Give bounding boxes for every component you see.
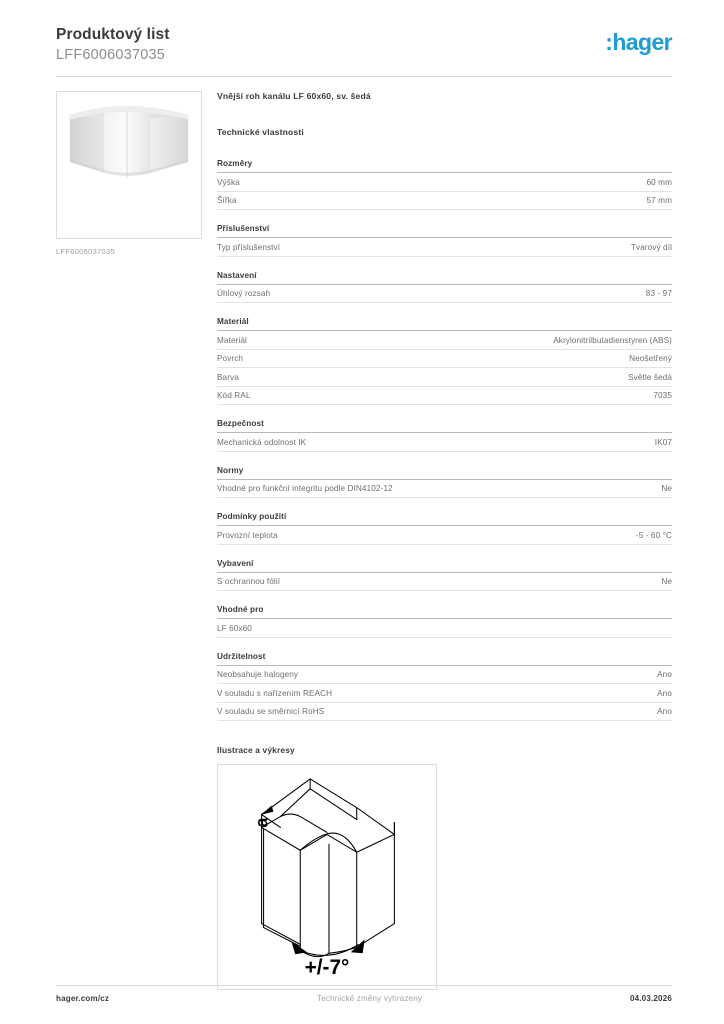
page-title: Produktový list — [56, 26, 170, 43]
product-image-frame — [56, 91, 202, 239]
spec-group — [217, 159, 672, 210]
spec-value: -5 - 60 °C — [635, 530, 672, 540]
product-photo — [57, 92, 201, 238]
spec-value: Ano — [657, 707, 672, 716]
spec-label: Neobsahuje halogeny — [217, 670, 299, 679]
spec-value: Akrylonitrilbutadienstyren (ABS) — [553, 335, 672, 345]
spec-row — [217, 350, 672, 369]
spec-label: S ochrannou fólií — [217, 577, 281, 586]
spec-label: Šířka — [217, 196, 237, 205]
footer-disclaimer: Technické změny vyhrazeny — [317, 994, 423, 1003]
spec-row — [217, 192, 672, 211]
spec-label: Provozní teplota — [217, 530, 278, 540]
spec-label: Materiál — [217, 335, 247, 345]
product-image-column — [56, 91, 202, 256]
technical-drawing-frame — [217, 764, 437, 990]
spec-value: 7035 — [653, 391, 672, 400]
spec-group-title: Vybavení — [217, 559, 672, 573]
technical-drawing — [218, 765, 436, 989]
spec-row — [217, 331, 672, 350]
spec-value: Ne — [661, 577, 672, 586]
angle-indicator — [291, 939, 364, 955]
spec-group-title: Udržitelnost — [217, 652, 672, 666]
spec-label: Barva — [217, 372, 239, 382]
spec-group-title: Rozměry — [217, 159, 672, 173]
spec-value: 83 - 97 — [645, 289, 672, 298]
spec-value: 60 mm — [646, 177, 672, 187]
spec-group — [217, 317, 672, 405]
product-name: Vnější roh kanálu LF 60x60, sv. šedá — [217, 91, 371, 101]
spec-value: Tvarový díl — [630, 242, 672, 252]
spec-row — [217, 666, 672, 685]
spec-group-title: Normy — [217, 466, 672, 480]
footer-date: 04.03.2026 — [629, 994, 672, 1003]
spec-value: Neošetřený — [629, 354, 672, 363]
spec-row — [217, 526, 672, 545]
technical-properties-heading: Technické vlastnosti — [217, 127, 304, 137]
spec-group — [217, 271, 672, 304]
spec-group-title: Podmínky použití — [217, 512, 672, 526]
spec-label: V souladu s nařízením REACH — [217, 688, 333, 698]
spec-label: Typ příslušenství — [217, 242, 281, 252]
spec-row — [217, 285, 672, 304]
spec-row — [217, 480, 672, 499]
spec-row — [217, 573, 672, 592]
spec-label: Povrch — [217, 354, 244, 363]
spec-value: Světle šedá — [628, 372, 672, 382]
spec-value: Ano — [657, 688, 672, 698]
spec-group-title: Bezpečnost — [217, 419, 672, 433]
spec-label: V souladu se směrnicí RoHS — [217, 707, 325, 716]
spec-value: Ne — [661, 484, 672, 493]
page-header — [56, 26, 672, 72]
spec-row — [217, 684, 672, 703]
spec-label: LF 60x60 — [217, 623, 252, 633]
spec-group-title: Materiál — [217, 317, 672, 331]
title-block — [56, 26, 169, 64]
dimension-arrow-a — [262, 806, 274, 815]
spec-row — [217, 619, 672, 638]
spec-groups — [217, 159, 672, 721]
spec-label: Výška — [217, 177, 240, 187]
drawings-heading: Ilustrace a výkresy — [217, 745, 295, 755]
spec-group — [217, 605, 672, 638]
spec-label: Vhodné pro funkční integritu podle DIN4102-12 — [217, 484, 393, 493]
dimension-label-a: a — [251, 817, 272, 828]
footer-website[interactable]: hager.com/cz — [56, 994, 110, 1003]
spec-row — [217, 387, 672, 406]
spec-group — [217, 466, 672, 499]
angle-label: +/-7° — [304, 956, 350, 980]
spec-group-title: Nastavení — [217, 271, 672, 285]
spec-label: Mechanická odolnost IK — [217, 437, 307, 447]
spec-row — [217, 173, 672, 192]
footer-divider — [56, 985, 672, 986]
spec-group-title: Příslušenství — [217, 224, 672, 238]
page-footer — [56, 994, 672, 1003]
spec-value: IK07 — [654, 437, 672, 447]
hager-logo: :hager — [605, 29, 672, 55]
spec-group — [217, 419, 672, 452]
spec-label: Kód RAL — [217, 391, 251, 400]
spec-label: Úhlový rozsah — [217, 289, 271, 298]
spec-group — [217, 512, 672, 545]
spec-group — [217, 224, 672, 257]
product-reference: LFF6006037035 — [56, 47, 166, 63]
spec-group-title: Vhodné pro — [217, 605, 672, 619]
spec-group — [217, 559, 672, 592]
product-image-caption: LFF6006037035 — [56, 247, 115, 256]
spec-row — [217, 238, 672, 257]
header-divider — [56, 76, 672, 77]
spec-value: 57 mm — [646, 196, 672, 205]
spec-row — [217, 703, 672, 722]
specifications-column — [217, 91, 672, 990]
spec-group — [217, 652, 672, 722]
spec-row — [217, 368, 672, 387]
spec-row — [217, 433, 672, 452]
spec-value: Ano — [657, 670, 672, 679]
